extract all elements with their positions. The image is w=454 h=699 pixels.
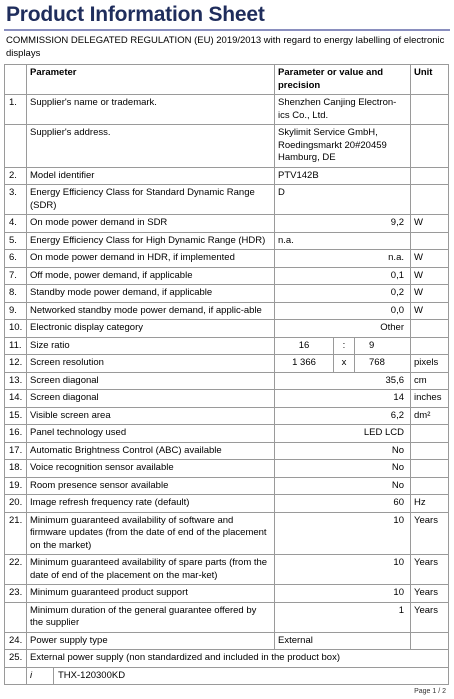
header-value: Parameter or value and precision: [275, 65, 411, 95]
row-parameter: Panel technology used: [27, 425, 275, 443]
row-value: n.a.: [275, 250, 411, 268]
row-number: 4.: [5, 215, 27, 233]
row-number: 8.: [5, 285, 27, 303]
row-number: [5, 125, 27, 168]
row-value: D: [275, 185, 411, 215]
row-number: 16.: [5, 425, 27, 443]
table-row: [5, 302, 449, 320]
row-value: 6,2: [275, 407, 411, 425]
table-header-row: [5, 65, 449, 95]
row-parameter: External power supply (non standardized and included in the product box): [27, 650, 449, 668]
row-subitem: [27, 667, 449, 685]
row-unit: [411, 477, 449, 495]
row-unit: [411, 337, 449, 355]
row-parameter: Standby mode power demand, if applicable: [27, 285, 275, 303]
row-number: 7.: [5, 267, 27, 285]
row-unit: [411, 167, 449, 185]
row-value: 35,6: [275, 372, 411, 390]
row-number: [5, 667, 27, 685]
page-number: Page 1 / 2: [414, 688, 446, 695]
table-row: [5, 95, 449, 125]
row-parameter: Minimum duration of the general guarantee offered by the supplier: [27, 602, 275, 632]
table-row: [5, 495, 449, 513]
table-row: [5, 650, 449, 668]
row-value: No: [275, 460, 411, 478]
row-parameter: On mode power demand in HDR, if implemented: [27, 250, 275, 268]
row-unit: Years: [411, 512, 449, 555]
row-value: External: [275, 632, 411, 650]
row-number: 18.: [5, 460, 27, 478]
row-value: No: [275, 477, 411, 495]
table-row: [5, 512, 449, 555]
row-unit: dm²: [411, 407, 449, 425]
table-row: [5, 185, 449, 215]
table-row: [5, 555, 449, 585]
row-parameter: Minimum guaranteed product support: [27, 585, 275, 603]
header-parameter: Parameter: [27, 65, 275, 95]
value-separator: x: [333, 355, 355, 372]
row-parameter: Size ratio: [27, 337, 275, 355]
row-unit: [411, 460, 449, 478]
row-value: 9,2: [275, 215, 411, 233]
product-info-table: [4, 64, 449, 685]
row-parameter: Screen diagonal: [27, 372, 275, 390]
title-divider: [4, 29, 450, 31]
row-value: 0,1: [275, 267, 411, 285]
table-row: [5, 632, 449, 650]
row-number: 11.: [5, 337, 27, 355]
row-parameter: Supplier's address.: [27, 125, 275, 168]
row-parameter: Voice recognition sensor available: [27, 460, 275, 478]
row-number: 15.: [5, 407, 27, 425]
row-number: 24.: [5, 632, 27, 650]
row-number: 6.: [5, 250, 27, 268]
row-value: 10: [275, 585, 411, 603]
table-row: [5, 355, 449, 373]
row-number: 21.: [5, 512, 27, 555]
row-value: PTV142B: [275, 167, 411, 185]
row-value: No: [275, 442, 411, 460]
row-parameter: Visible screen area: [27, 407, 275, 425]
row-number: 10.: [5, 320, 27, 338]
row-number: 19.: [5, 477, 27, 495]
subitem-index: i: [27, 668, 54, 685]
row-value: Shenzhen Canjing Electron-ics Co., Ltd.: [275, 95, 411, 125]
table-row: [5, 337, 449, 355]
table-row: [5, 585, 449, 603]
row-parameter: Minimum guaranteed availability of software and firmware updates (from the date of end of the placement on the market): [27, 512, 275, 555]
row-unit: [411, 320, 449, 338]
row-number: 17.: [5, 442, 27, 460]
table-row: [5, 425, 449, 443]
row-parameter: Power supply type: [27, 632, 275, 650]
row-unit: [411, 442, 449, 460]
row-value: n.a.: [275, 232, 411, 250]
value-left: 1 366: [292, 357, 316, 368]
row-number: 5.: [5, 232, 27, 250]
row-parameter: On mode power demand in SDR: [27, 215, 275, 233]
row-parameter: Minimum guaranteed availability of spare parts (from the date of end of the placement on the mar-ket): [27, 555, 275, 585]
row-value: 10: [275, 555, 411, 585]
row-unit: W: [411, 250, 449, 268]
page-title: Product Information Sheet: [6, 3, 265, 26]
row-number: 20.: [5, 495, 27, 513]
row-number: [5, 602, 27, 632]
row-number: 14.: [5, 390, 27, 408]
row-parameter: Networked standby mode power demand, if applic-able: [27, 302, 275, 320]
row-parameter: Screen resolution: [27, 355, 275, 373]
row-unit: [411, 125, 449, 168]
row-parameter: Model identifier: [27, 167, 275, 185]
row-parameter: Automatic Brightness Control (ABC) available: [27, 442, 275, 460]
value-left: 16: [298, 339, 310, 351]
row-unit: W: [411, 285, 449, 303]
table-row: [5, 167, 449, 185]
row-unit: Hz: [411, 495, 449, 513]
table-row: [5, 285, 449, 303]
row-number: 1.: [5, 95, 27, 125]
table-row: [5, 442, 449, 460]
row-parameter: Off mode, power demand, if applicable: [27, 267, 275, 285]
table-row: [5, 320, 449, 338]
table-row: [5, 602, 449, 632]
row-number: 25.: [5, 650, 27, 668]
row-parameter: Supplier's name or trademark.: [27, 95, 275, 125]
table-row: [5, 267, 449, 285]
value-right: 768: [369, 357, 385, 368]
row-unit: pixels: [411, 355, 449, 373]
row-value: 14: [275, 390, 411, 408]
row-parameter: Electronic display category: [27, 320, 275, 338]
row-value: 10: [275, 512, 411, 555]
row-unit: W: [411, 302, 449, 320]
row-parameter: Room presence sensor available: [27, 477, 275, 495]
row-number: 12.: [5, 355, 27, 373]
row-number: 22.: [5, 555, 27, 585]
row-value: Skylimit Service GmbH, Roedingsmarkt 20#20459 Hamburg, DE: [275, 125, 411, 168]
row-parameter: Energy Efficiency Class for Standard Dynamic Range (SDR): [27, 185, 275, 215]
row-unit: Years: [411, 602, 449, 632]
row-unit: Years: [411, 555, 449, 585]
row-number: 9.: [5, 302, 27, 320]
table-row: [5, 667, 449, 685]
row-unit: inches: [411, 390, 449, 408]
table-row: [5, 372, 449, 390]
row-number: 13.: [5, 372, 27, 390]
row-unit: W: [411, 267, 449, 285]
subitem-model: THX-120300KD: [58, 669, 126, 681]
row-unit: Years: [411, 585, 449, 603]
row-parameter: Screen diagonal: [27, 390, 275, 408]
row-unit: W: [411, 215, 449, 233]
table-row: [5, 215, 449, 233]
row-value: 0,0: [275, 302, 411, 320]
table-row: [5, 232, 449, 250]
header-number-cell: [5, 65, 27, 95]
row-value: LED LCD: [275, 425, 411, 443]
row-number: 2.: [5, 167, 27, 185]
table-row: [5, 460, 449, 478]
row-unit: cm: [411, 372, 449, 390]
value-right: 9: [369, 339, 375, 351]
row-value: 60: [275, 495, 411, 513]
row-value: 0,2: [275, 285, 411, 303]
row-value: [275, 337, 411, 355]
table-row: [5, 477, 449, 495]
row-value: Other: [275, 320, 411, 338]
row-unit: [411, 95, 449, 125]
table-row: [5, 125, 449, 168]
row-unit: [411, 232, 449, 250]
row-parameter: Image refresh frequency rate (default): [27, 495, 275, 513]
row-value: 1: [275, 602, 411, 632]
row-unit: [411, 632, 449, 650]
regulation-subtitle: COMMISSION DELEGATED REGULATION (EU) 2019/2013 with regard to energy labelling of electronic displays: [6, 35, 445, 59]
row-unit: [411, 185, 449, 215]
header-unit: Unit: [411, 65, 449, 95]
table-row: [5, 407, 449, 425]
value-separator: :: [333, 338, 355, 355]
table-row: [5, 390, 449, 408]
row-number: 3.: [5, 185, 27, 215]
row-number: 23.: [5, 585, 27, 603]
row-value: [275, 355, 411, 373]
row-unit: [411, 425, 449, 443]
table-row: [5, 250, 449, 268]
row-parameter: Energy Efficiency Class for High Dynamic Range (HDR): [27, 232, 275, 250]
